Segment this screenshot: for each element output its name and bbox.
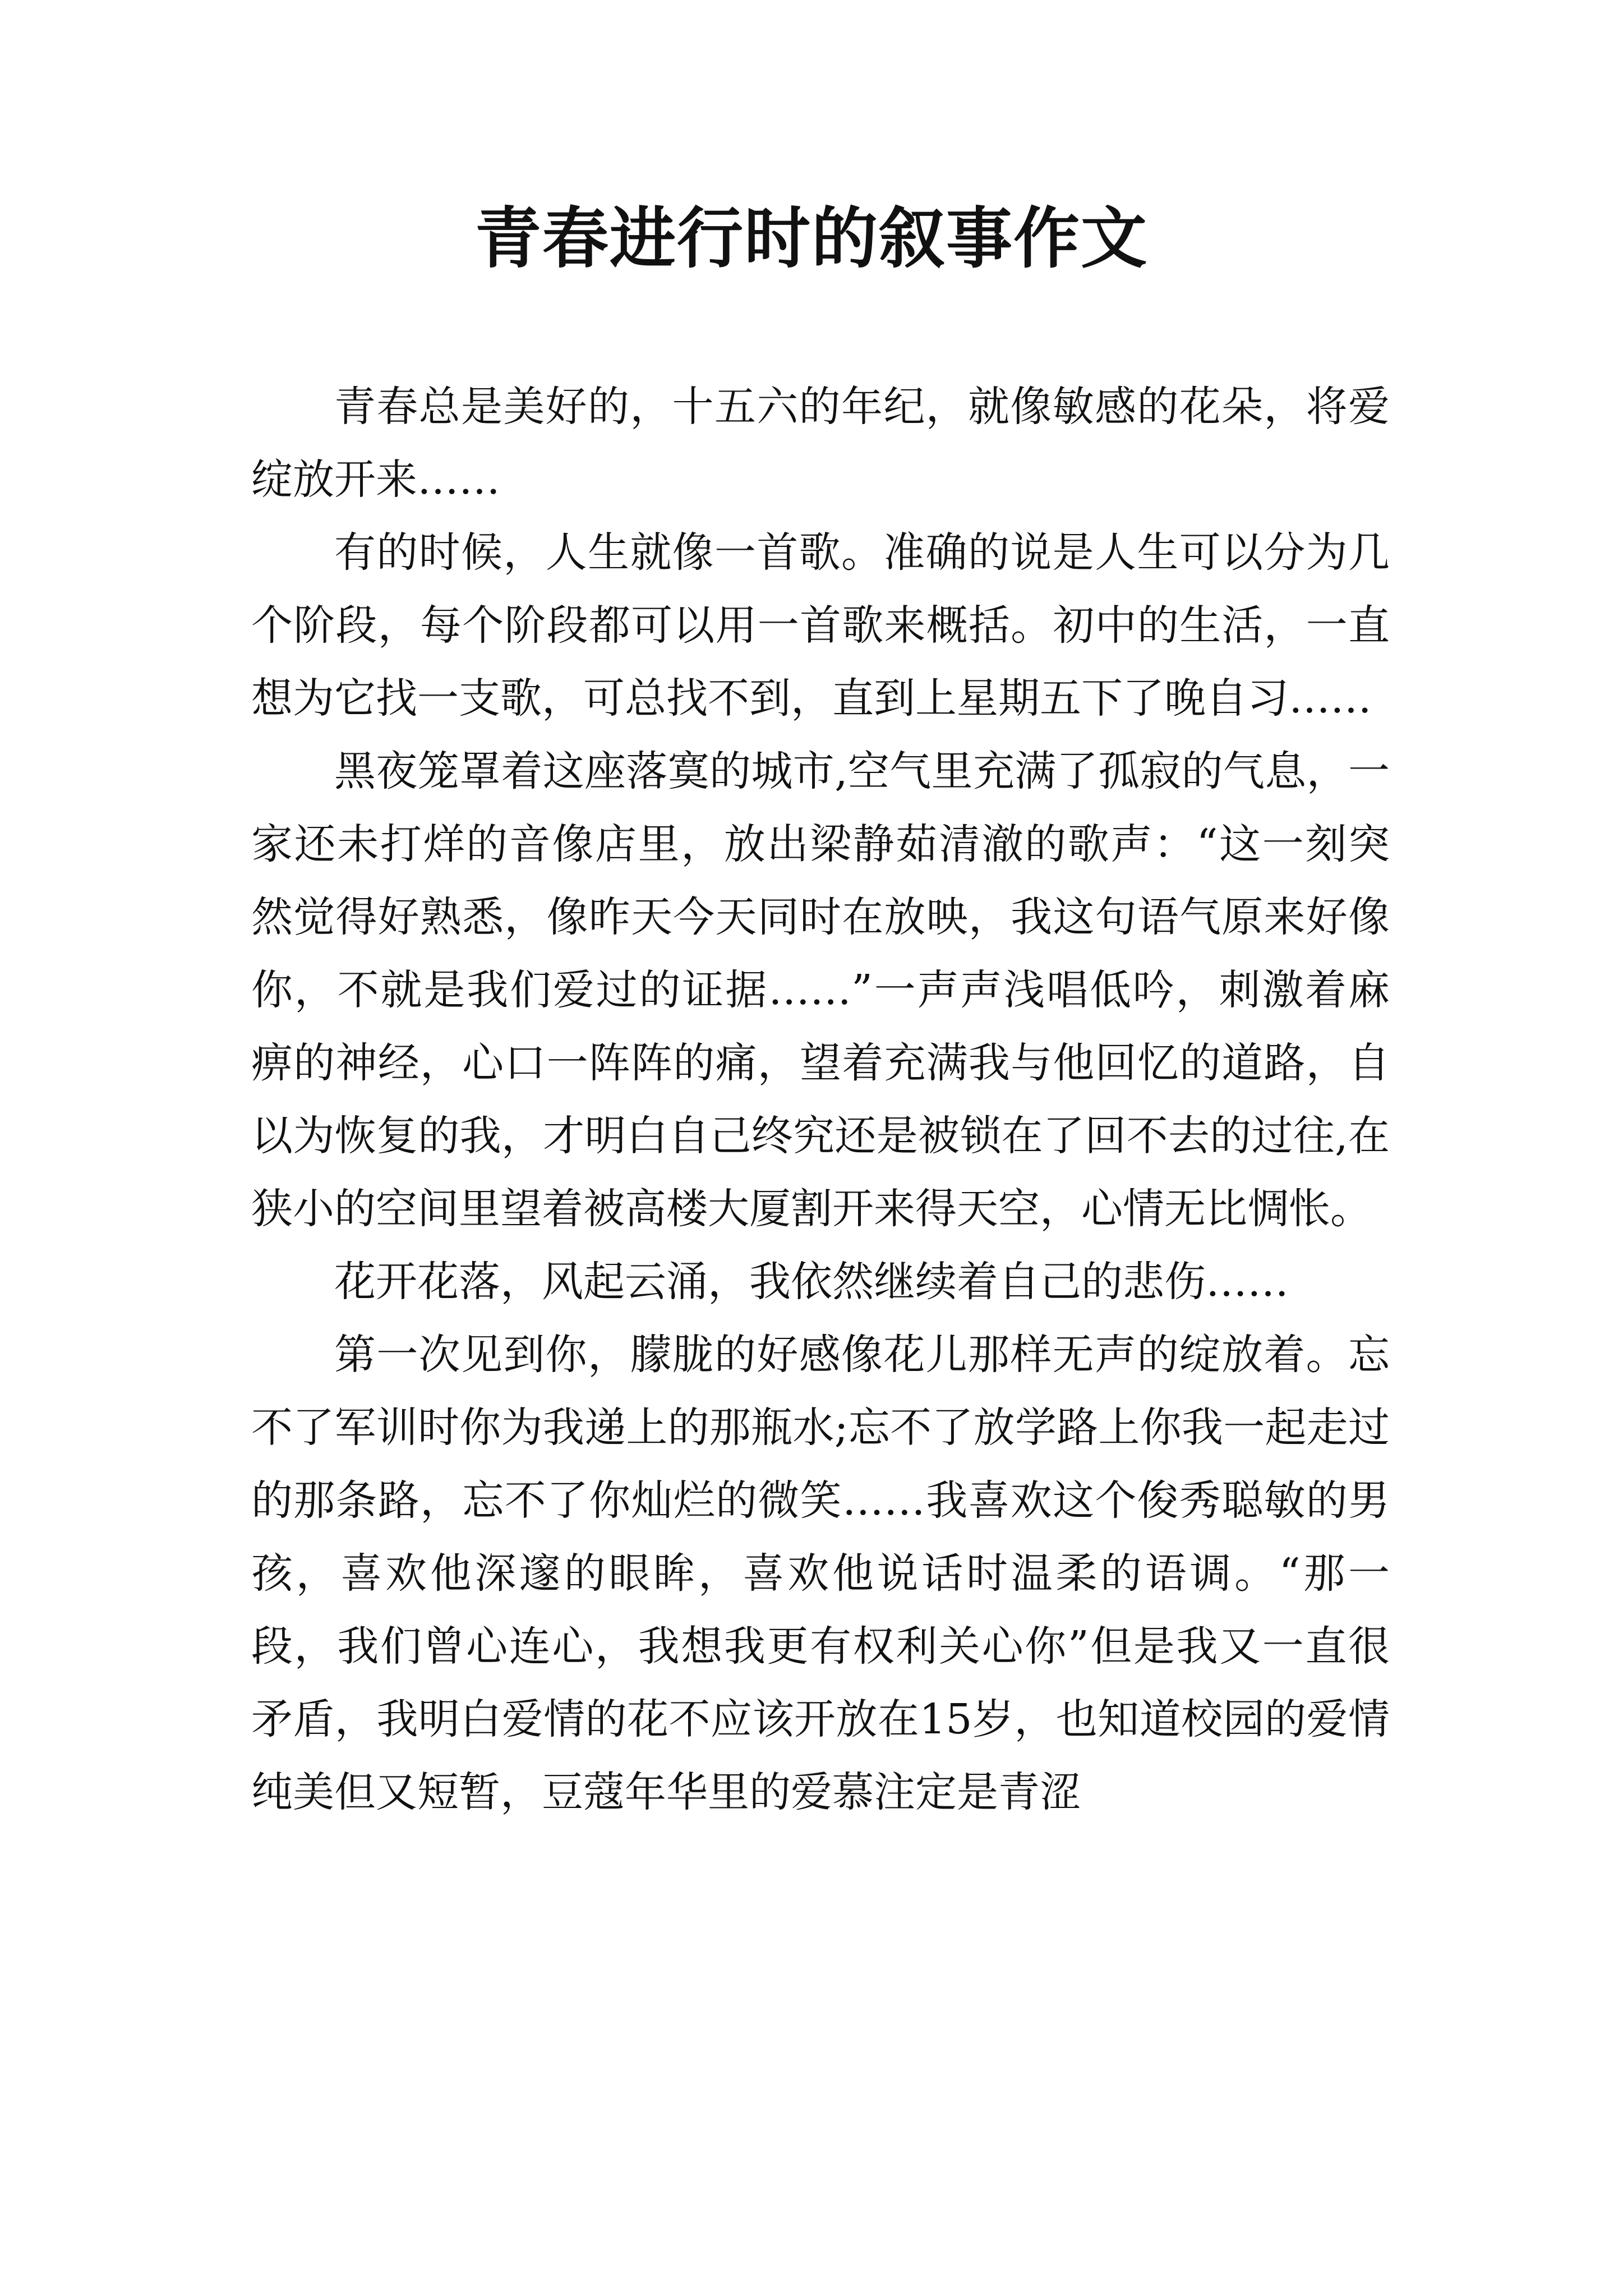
paragraph-4: 花开花落，风起云涌，我依然继续着自己的悲伤…… xyxy=(334,1258,1289,1306)
paragraph-3: 黑夜笼罩着这座落寞的城市,空气里充满了孤寂的气息，一家还未打烊的音像店里，放出梁静茹清澈的歌声：“这一刻突然觉得好熟悉，像昨天今天同时在放映，我这句语气原来好像你，不就是我们爱过的证据……”一声声浅唱低吟，刺激着麻痹的神经，心口一阵阵的痛，望着充满我与他回忆的道路，自以为恢复的我，才明白自己终究还是被锁在了回不去的过往,在狭小的空间里望着被高楼大厦割开来得天空，心情无比惆怅。 xyxy=(251,747,1390,1233)
paragraph-5: 第一次见到你，朦胧的好感像花儿那样无声的绽放着。忘不了军训时你为我递上的那瓶水;忘不了放学路上你我一起走过的那条路，忘不了你灿烂的微笑……我喜欢这个俊秀聪敏的男孩，喜欢他深邃的眼眸，喜欢他说话时温柔的语调。“那一段，我们曾心连心，我想我更有权利关心你”但是我又一直很矛盾，我明白爱情的花不应该开放在15岁，也知道校园的爱情纯美但又短暂，豆蔻年华里的爱慕注定是青涩 xyxy=(251,1331,1390,1816)
document-title: 青春进行时的叙事作文 xyxy=(474,200,1148,277)
paragraph-2: 有的时候，人生就像一首歌。准确的说是人生可以分为几个阶段，每个阶段都可以用一首歌来概括。初中的生活，一直想为它找一支歌，可总找不到，直到上星期五下了晚自习…… xyxy=(251,528,1390,723)
document-body xyxy=(251,370,1390,1829)
paragraph-1: 青春总是美好的，十五六的年纪，就像敏感的花朵，将爱绽放开来…… xyxy=(251,383,1390,504)
